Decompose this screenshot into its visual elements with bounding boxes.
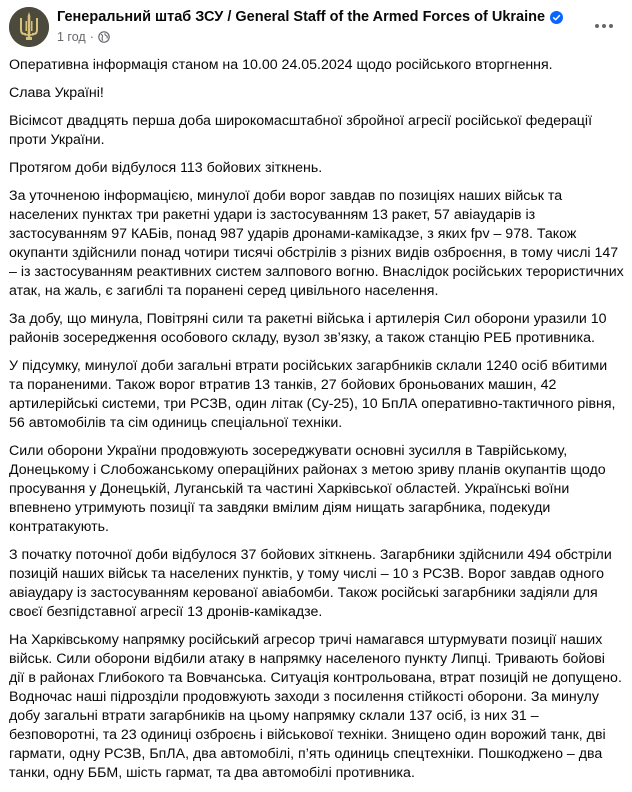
- more-dot: [609, 24, 613, 28]
- more-options-button[interactable]: [590, 14, 618, 38]
- post-paragraph: У підсумку, минулої доби загальні втрати російських загарбників склали 1240 осіб вбитими та пораненими. Також ворог втратив 13 танків, 27 бойових броньованих машин, 42 артилерійські системи, три РСЗВ, один літак (Су-25), 10 БпЛА оперативно-тактичного рівня, 56 автомобілів та сім одиниць спеціальної техніки.: [9, 358, 616, 431]
- post-paragraph: За уточненою інформацією, минулої доби ворог завдав по позиціях наших військ та населених пунктах три ракетні удари із застосуванням 13 ракет, 57 авіаударів із застосуванням 97 КАБів, понад 987 ударів дронами-камікадзе, з яких fpv – 978. Також окупанти здійснили понад чотири тисячі обстрілів з різних видів озброєння, в тому числі 147 – із застосуванням реактивних систем залпового вогню. Внаслідок російських терористичних атак, на жаль, є загиблі та поранені серед цивільного населення.: [9, 188, 624, 299]
- verified-badge-icon: [550, 11, 563, 24]
- post-timestamp[interactable]: 1 год: [57, 30, 86, 44]
- post-header: [0, 0, 632, 56]
- post-paragraph: Вісімсот двадцять перша доба широкомасштабної збройної агресії російської федерації проти України.: [9, 113, 593, 148]
- post-paragraph: Сили оборони України продовжують зосереджувати основні зусилля в Таврійському, Донецькому і Слобожанському операційних районах з метою зриву планів окупантів щодо просування у Донецькій, Луганській та частині Харківської областей. Українські воїни впевнено утримують позиції та завдяки вмілим діям нищать загарбника, подекуди контратакують.: [9, 443, 606, 535]
- post-body: [9, 56, 624, 792]
- post-meta: [57, 30, 110, 44]
- trident-emblem-icon: [9, 7, 49, 47]
- page-avatar[interactable]: [9, 7, 49, 47]
- post-paragraph: На Харківському напрямку російський агресор тричі намагався штурмувати позиції наших військ. Сили оборони відбили атаку в напрямку населеного пункту Липці. Тривають бойові дії в районах Глибокого та Вовчанська. Ситуація контрольована, втрат позицій не допущено. Водночас наші підрозділи продовжують заходи з посилення стійкості оборони. За минулу добу загальні втрати загарбників на цьому напрямку склали 137 осіб, із них 31 – безповоротні, та 23 одиниці озброєнь і військової техніки. Знищено один ворожий танк, дві гармати, одну РСЗВ, БпЛА, два автомобілі, п’ять одиниць спецтехніки. Пошкоджено – два танки, одну ББМ, шість гармат, та два автомобілі противника.: [9, 632, 622, 781]
- more-dot: [595, 24, 599, 28]
- post-paragraph: З початку поточної доби відбулося 37 бойових зіткнень. Загарбники здійснили 494 обстріли позицій наших військ та населених пунктів, у тому числі – 10 з РСЗВ. Ворог завдав одного авіаудару із застосуванням керованої авіабомби. Також російські загарбники задіяли для своєї безпідставної агресії 13 дронів-камікадзе.: [9, 547, 612, 620]
- page-name-text[interactable]: Генеральний штаб ЗСУ / General Staff of the Armed Forces of Ukraine: [57, 9, 546, 25]
- post-paragraph: Слава Україні!: [9, 85, 104, 101]
- meta-separator: ·: [89, 30, 94, 44]
- post-paragraph: Протягом доби відбулося 113 бойових зіткнень.: [9, 160, 323, 176]
- post-paragraph: За добу, що минула, Повітряні сили та ракетні війська і артилерія Сил оборони уразили 10 районів зосередження особового складу, вузол зв’язку, а також станцію РЕБ противника.: [9, 311, 607, 346]
- post-paragraph: Оперативна інформація станом на 10.00 24.05.2024 щодо російського вторгнення.: [9, 57, 553, 73]
- globe-icon[interactable]: [98, 31, 110, 43]
- page-name-link[interactable]: [57, 9, 563, 25]
- more-dot: [602, 24, 606, 28]
